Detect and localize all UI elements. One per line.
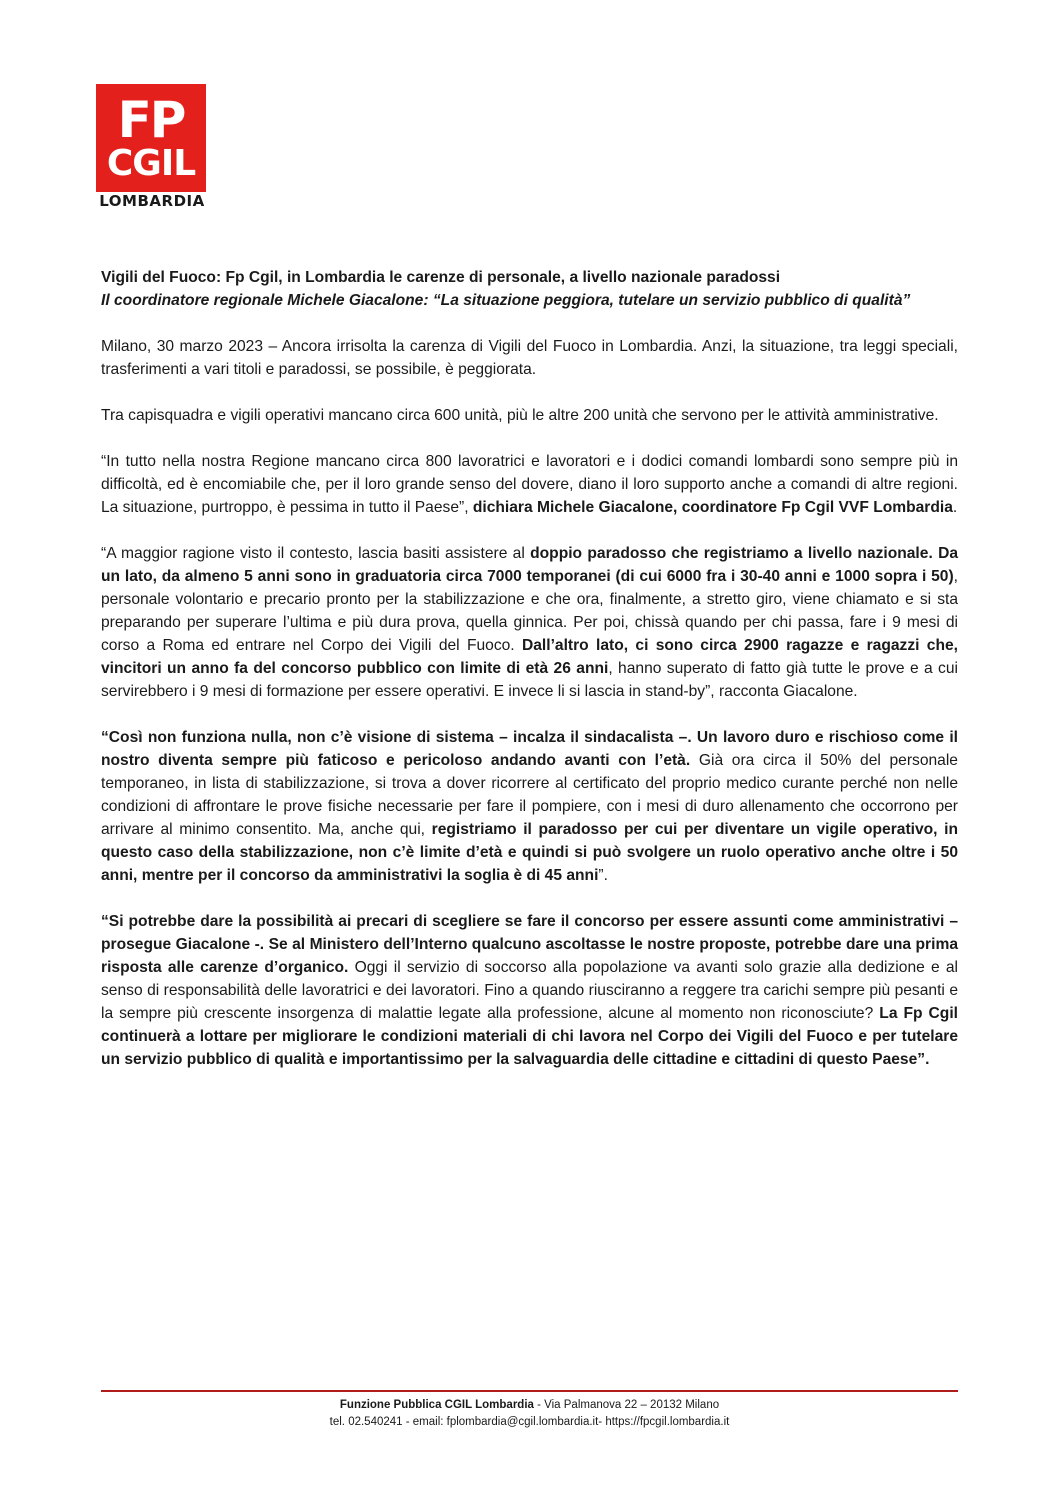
bold-text-segment: doppio paradosso che registriamo a livello nazionale. Da un lato, da almeno 5 anni sono in graduatoria circa 7000 temporanei (di cui 6000 fra i 30-40 anni e 1000 sopra i 50): [101, 545, 958, 585]
paragraph-list: [101, 335, 958, 1071]
text-segment: Milano, 30 marzo 2023 – Ancora irrisolta la carenza di Vigili del Fuoco in Lombardia. Anzi, la situazione, tra leggi speciali, trasferimenti a vari titoli e paradossi, se possibile, è peggiorata.: [101, 338, 958, 378]
body-paragraph: [101, 450, 958, 519]
text-segment: ”.: [598, 867, 608, 884]
footer-divider: [101, 1390, 958, 1392]
body-paragraph: [101, 404, 958, 427]
footer-contacts: tel. 02.540241 - email: fplombardia@cgil.lombardia.it- https://fpcgil.lombardia.it: [329, 1416, 730, 1428]
text-segment: “A maggior ragione visto il contesto, lascia basiti assistere al: [101, 545, 531, 562]
body-paragraph: [101, 335, 958, 381]
press-release-title: Vigili del Fuoco: Fp Cgil, in Lombardia le carenze di personale, a livello nazionale paradossi: [101, 269, 781, 286]
fp-cgil-lombardia-logo: [96, 84, 208, 210]
bold-text-segment: Dall’altro lato, ci sono circa 2900 ragazze e ragazzi che, vincitori un anno fa del concorso pubblico con limite di età 26 anni: [101, 637, 958, 677]
body-paragraph: [101, 726, 958, 887]
footer-address-line: [101, 1397, 958, 1414]
text-segment: , personale volontario e precario pronto per la stabilizzazione e che ora, finalmente, a stretto giro, viene chiamato e si sta preparando per superare l’ultima e più dura prova, quella ginnica. Per poi, chissà quando per chi passa, fare i 9 mesi di corso a Roma ed entrare nel Corpo dei Vigili del Fuoco.: [101, 568, 958, 654]
logo-region-text: LOMBARDIA: [99, 192, 205, 210]
text-segment: , hanno superato di fatto già tutte le prove e a cui servirebbero i 9 mesi di formazione per essere operativi. E invece li si lascia in stand-by”, racconta Giacalone.: [101, 660, 958, 700]
press-release-subtitle: Il coordinatore regionale Michele Giacalone: “La situazione peggiora, tutelare un servizio pubblico di qualità”: [101, 292, 911, 309]
logo-fp-text: FP: [117, 91, 185, 149]
logo-cgil-text: CGIL: [106, 143, 196, 184]
body-paragraph: [101, 910, 958, 1071]
text-segment: “In tutto nella nostra Regione mancano circa 800 lavoratrici e lavoratori e i dodici comandi lombardi sono sempre più in difficoltà, ed è encomiabile che, per il loro grande senso del dovere, diano il loro supporto anche a comandi di altre regioni. La situazione, purtroppo, è pessima in tutto il Paese”,: [101, 453, 958, 516]
text-segment: Già ora circa il 50% del personale temporaneo, in lista di stabilizzazione, si trova a dover ricorrere al certificato del proprio medico curante perché non nelle condizioni di affrontare le prove fisiche necessarie per fare il pompiere, con i mesi di duro allenamento che occorrono per arrivare al minimo consentito. Ma, anche qui,: [101, 752, 958, 838]
text-segment: Oggi il servizio di soccorso alla popolazione va avanti solo grazie alla dedizione e al senso di responsabilità delle lavoratrici e dei lavoratori. Fino a quando riusciranno a reggere tra carichi sempre più pesanti e la sempre più crescente insorgenza di malattie legate alla professione, alcune al momento non riconosciute?: [101, 959, 958, 1022]
press-release-body: [101, 266, 958, 1094]
body-paragraph: [101, 542, 958, 703]
bold-text-segment: dichiara Michele Giacalone, coordinatore Fp Cgil VVF Lombardia: [472, 499, 953, 516]
logo-red-box: [96, 84, 206, 192]
bold-text-segment: “Si potrebbe dare la possibilità ai precari di scegliere se fare il concorso per essere assunti come amministrativi – prosegue Giacalone -. Se al Ministero dell’Interno qualcuno ascoltasse le nostre proposte, potrebbe dare una prima risposta alle carenze d’organico.: [101, 913, 958, 976]
bold-text-segment: registriamo il paradosso per cui per diventare un vigile operativo, in questo caso della stabilizzazione, non c’è limite d’età e quindi si può svolgere un ruolo operativo anche oltre i 50 anni, mentre per il concorso da amministrativi la soglia è di 45 anni: [101, 821, 958, 884]
footer-address: - Via Palmanova 22 – 20132 Milano: [533, 1399, 720, 1411]
text-segment: .: [952, 499, 958, 516]
bold-text-segment: La Fp Cgil continuerà a lottare per migliorare le condizioni materiali di chi lavora nel Corpo dei Vigili del Fuoco e per tutelare un servizio pubblico di qualità e importantissimo per la salvaguardia delle cittadine e cittadini di questo Paese”.: [101, 1005, 958, 1068]
text-segment: Tra capisquadra e vigili operativi mancano circa 600 unità, più le altre 200 unità che servono per le attività amministrative.: [101, 407, 939, 424]
footer: [101, 1397, 958, 1431]
bold-text-segment: “Così non funziona nulla, non c’è visione di sistema – incalza il sindacalista –. Un lavoro duro e rischioso come il nostro diventa sempre più faticoso e pericoloso andando avanti con l’età.: [101, 729, 958, 769]
footer-org-name: Funzione Pubblica CGIL Lombardia: [339, 1399, 534, 1411]
